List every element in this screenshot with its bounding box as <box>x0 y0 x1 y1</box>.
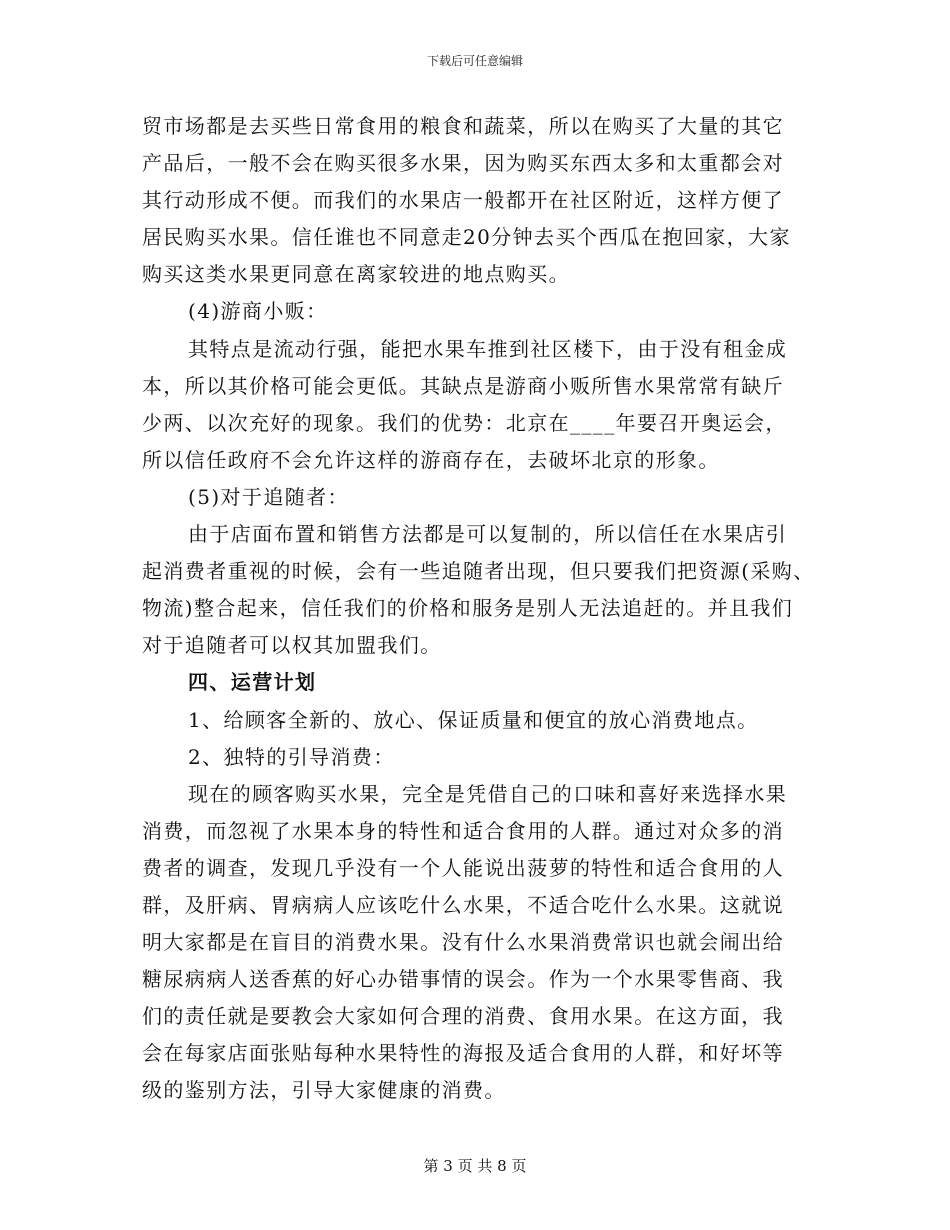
text-line: 1、给顾客全新的、放心、保证质量和便宜的放心消费地点。 <box>188 707 759 732</box>
text-line: 糖尿病病人送香蕉的好心办错事情的误会。作为一个水果零售商、我 <box>142 967 784 992</box>
text-line: 其特点是流动行强，能把水果车推到社区楼下，由于没有租金成 <box>188 336 788 361</box>
page-header-note: 下载后可任意编辑 <box>426 54 523 68</box>
text-line: 会在每家店面张贴每种水果特性的海报及适合食用的人群，和好坏等 <box>142 1041 784 1066</box>
text-line: 起消费者重视的时候，会有一些追随者出现，但只要我们把资源(采购、 <box>142 559 815 584</box>
text-line: 居民购买水果。信任谁也不同意走20分钟去买个西瓜在抱回家，大家 <box>142 225 791 250</box>
text-line: 级的鉴别方法，引导大家健康的消费。 <box>142 1078 506 1103</box>
page-footer-number: 第 3 页 共 8 页 <box>423 1157 527 1175</box>
text-line: (5)对于追随者： <box>188 484 349 509</box>
text-line: 明大家都是在盲目的消费水果。没有什么水果消费常识也就会闹出给 <box>142 930 784 955</box>
text-line: 对于追随者可以权其加盟我们。 <box>142 633 442 658</box>
text-line: 所以信任政府不会允许这样的游商存在，去破坏北京的形象。 <box>142 447 720 472</box>
section-heading: 四、运营计划 <box>188 670 317 695</box>
text-line: 由于店面布置和销售方法都是可以复制的，所以信任在水果店引 <box>188 522 788 547</box>
text-line: 费者的调查，发现几乎没有一个人能说出菠萝的特性和适合食用的人 <box>142 855 784 880</box>
text-line: 消费，而忽视了水果本身的特性和适合食用的人群。通过对众多的消 <box>142 818 784 843</box>
text-line: 贸市场都是去买些日常食用的粮食和蔬菜，所以在购买了大量的其它 <box>142 114 784 138</box>
text-line: 本，所以其价格可能会更低。其缺点是游商小贩所售水果常常有缺斤 <box>142 373 784 398</box>
text-line: 少两、以次充好的现象。我们的优势：北京在____年要召开奥运会， <box>142 410 787 435</box>
text-line: 们的责任就是要教会大家如何合理的消费、食用水果。在这方面，我 <box>142 1004 784 1029</box>
text-line: 现在的顾客购买水果，完全是凭借自己的口味和喜好来选择水果 <box>188 781 788 806</box>
text-line: 其行动形成不便。而我们的水果店一般都开在社区附近，这样方便了 <box>142 188 784 213</box>
text-line: 购买这类水果更同意在离家较进的地点购买。 <box>142 262 570 287</box>
text-line: 2、独特的引导消费： <box>188 744 395 769</box>
text-line: 产品后，一般不会在购买很多水果，因为购买东西太多和太重都会对 <box>142 151 784 176</box>
document-body <box>142 108 822 1110</box>
text-line: 群，及肝病、胃病病人应该吃什么水果，不适合吃什么水果。这就说 <box>142 892 784 917</box>
text-line: 物流)整合起来，信任我们的价格和服务是别人无法追赶的。并且我们 <box>142 596 794 621</box>
text-line: (4)游商小贩： <box>188 299 328 324</box>
